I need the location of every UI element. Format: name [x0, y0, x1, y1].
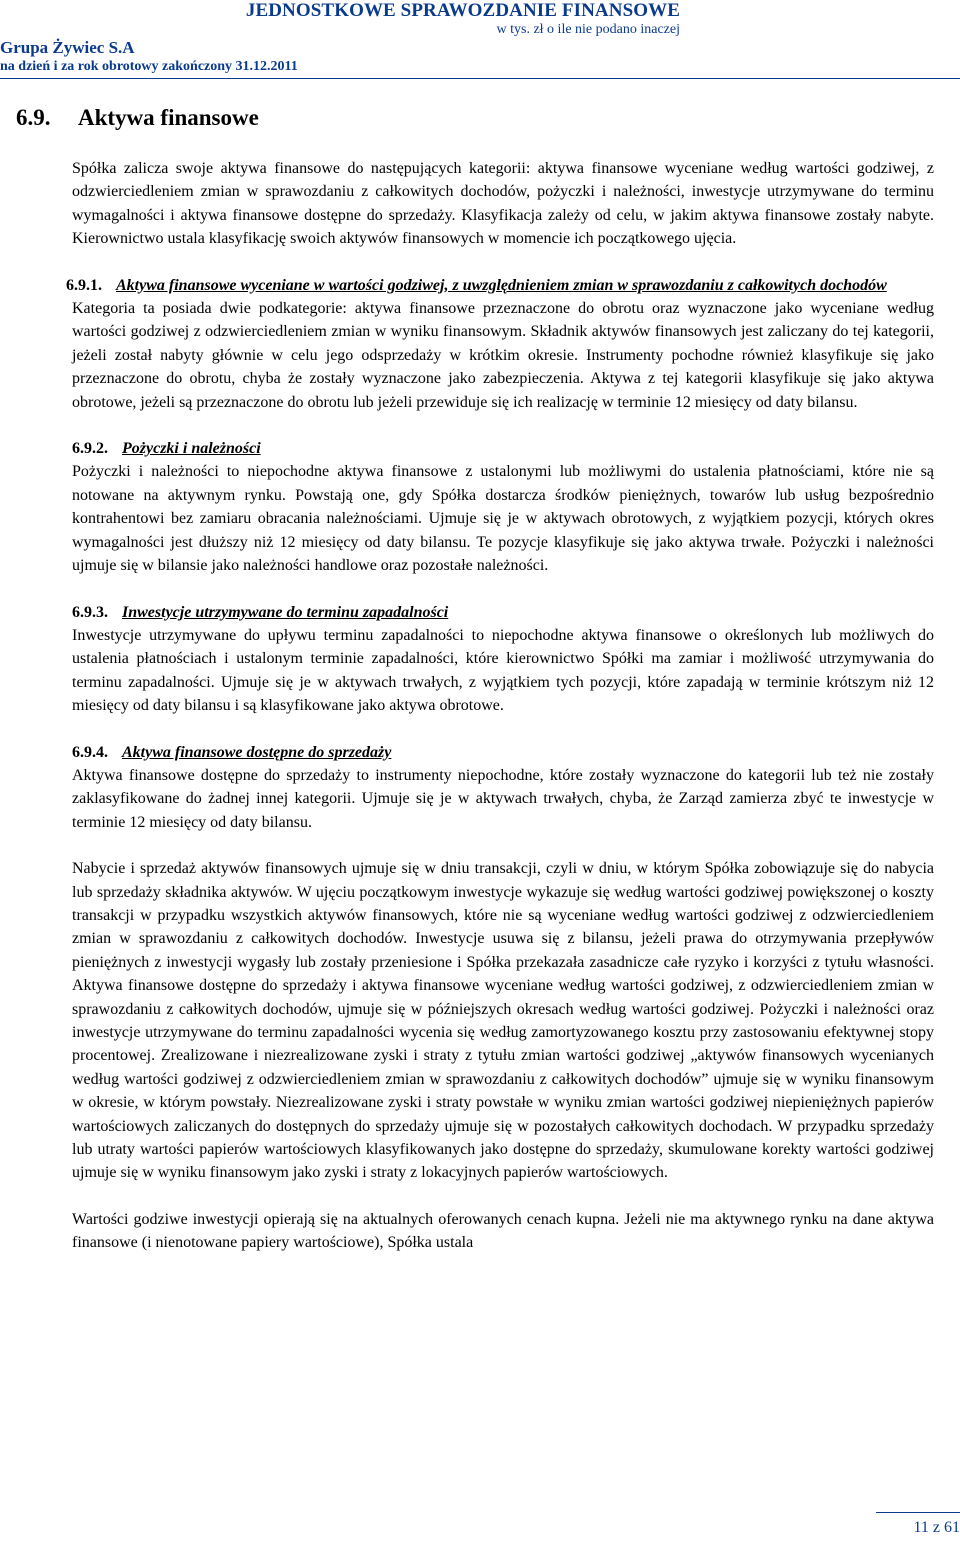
subsection-heading-2: [72, 437, 934, 460]
reporting-period: na dzień i za rok obrotowy zakończony 31.12.2011: [0, 59, 298, 74]
intro-paragraph: Spółka zalicza swoje aktywa finansowe do następujących kategorii: aktywa finansowe wyceniane według wartości godziwej, z odzwierciedleniem zmian w sprawozdaniu z całkowitych dochodów, pożyczki i należności, inwestycje utrzymywane do terminu wymagalności i aktywa finansowe dostępne do sprzedaży. Klasyfikacja zależy od celu, w jakim aktywa finansowe zostały nabyte. Kierownictwo ustala klasyfikację swoich aktywów finansowych w momencie ich początkowego ujęcia.: [72, 160, 934, 248]
recognition-paragraph: Nabycie i sprzedaż aktywów finansowych ujmuje się w dniu transakcji, czyli w dniu, w którym Spółka zobowiązuje się do nabycia lub sprzedaży składnika aktywów. W ujęciu początkowym inwestycje wykazuje się według wartości godziwej powiększonej o koszty transakcji w przypadku wszystkich aktywów finansowych, które nie są wyceniane według wartości godziwej z odzwierciedleniem zmian w sprawozdaniu z całkowitych dochodów. Inwestycje usuwa się z bilansu, jeżeli prawa do otrzymywania przepływów pieniężnych z inwestycji wygasły lub zostały przeniesione i Spółka przekazała zasadnicze całe ryzyko i korzyści z tytułu własności. Aktywa finansowe dostępne do sprzedaży i aktywa finansowe wyceniane według wartości godziwej, z odzwierciedleniem zmian w sprawozdaniu z całkowitych dochodów, ujmuje się w późniejszych okresach według wartości godziwej. Pożyczki i należności oraz inwestycje utrzymywane do terminu zapadalności wycenia się według zamortyzowanego kosztu przy zastosowaniu efektywnej stopy procentowej. Zrealizowane i niezrealizowane zyski i straty z tytułu zmian wartości godziwej „aktywów finansowych wycenianych według wartości godziwej z odzwierciedleniem zmian w sprawozdaniu z całkowitych dochodów” ujmuje się w wyniku finansowym w okresie, w którym powstały. Niezrealizowane zyski i straty powstałe w wyniku zmian wartości godziwej niepieniężnych papierów wartościowych zaliczanych do dostępnych do sprzedaży ujmuje się w pozostałych całkowitych dochodach. W przypadku sprzedaży lub utraty wartości papierów wartościowych klasyfikowanych jako dostępne do sprzedaży, skumulowane korekty wartości godziwej ujmuje się w wyniku finansowym jako zyski i straty z lokacyjnych papierów wartościowych.: [72, 860, 934, 1182]
subsection-paragraph-3: Inwestycje utrzymywane do upływu terminu zapadalności to niepochodne aktywa finansowe o określonych lub możliwych do ustalenia płatnościach i ustalonym terminie zapadalności, które kierownictwo Spółki ma zamiar i możliwość utrzymywania do terminu zapadalności. Ujmuje się je w aktywach trwałych, z wyjątkiem tych pozycji, które zapadają w terminie krótszym niż 12 miesięcy od daty bilansu i są klasyfikowane jako aktywa obrotowe.: [72, 626, 934, 715]
subsection-paragraph-2: Pożyczki i należności to niepochodne aktywa finansowe z ustalonymi lub możliwymi do ustalenia płatnościami, które nie są notowane na aktywnym rynku. Powstają one, gdy Spółka dostarcza środków pieniężnych, towarów lub usług bezpośrednio kontrahentowi bez zamiaru obracania należnościami. Ujmuje się je w aktywach obrotowych, z wyjątkiem pozycji, których okres wymagalności jest dłuższy niż 12 miesięcy od daty bilansu. Te pozycje klasyfikuje się jako aktywa trwałe. Pożyczki i należności ujmuje się w bilansie jako należności handlowe oraz pozostałe należności.: [72, 463, 934, 575]
fair-value-paragraph: Wartości godziwe inwestycji opierają się na aktualnych oferowanych cenach kupna. Jeżeli nie ma aktywnego rynku na dane aktywa finansowe (i nienotowane papiery wartościowe), Spółka ustala: [72, 1210, 934, 1252]
subsection-heading-4: [72, 741, 934, 764]
currency-note: w tys. zł o ile nie podano inaczej: [496, 22, 680, 37]
header-divider: [0, 78, 960, 79]
section-number: 6.9.: [16, 105, 51, 130]
subsection-title: Inwestycje utrzymywane do terminu zapadalności: [122, 603, 449, 621]
subsection-number: 6.9.4.: [72, 743, 108, 761]
company-block: [0, 38, 298, 76]
subsection-paragraph-4: Aktywa finansowe dostępne do sprzedaży to instrumenty niepochodne, które zostały wyznaczone do kategorii lub też nie zostały zaklasyfikowane do żadnej innej kategorii. Ujmuje się je w aktywach trwałych, chyba, że Zarząd zamierza zbyć te inwestycje w terminie 12 miesięcy od daty bilansu.: [72, 766, 934, 831]
subsection-heading-1: [66, 274, 934, 297]
subsection-paragraph-1: Kategoria ta posiada dwie podkategorie: aktywa finansowe przeznaczone do obrotu oraz wyznaczone jako wyceniane według wartości godziwej z odzwierciedleniem zmian w wyniku finansowym. Składnik aktywów finansowych jest zaliczany do tej kategorii, jeżeli został nabyty głównie w celu jego odsprzedaży w krótkim okresie. Instrumenty pochodne również klasyfikuje się jako przeznaczone do obrotu, chyba że zostały wyznaczone jako zabezpieczenia. Aktywa z tej kategorii klasyfikuje się jako aktywa obrotowe, jeżeli są przeznaczone do obrotu lub jeżeli przewiduje się ich realizację w terminie 12 miesięcy od daty bilansu.: [72, 300, 934, 411]
company-name: Grupa Żywiec S.A: [0, 38, 135, 57]
subsection-number: 6.9.1.: [66, 276, 102, 294]
page-number: 11 z 61: [913, 1519, 960, 1536]
document-title: JEDNOSTKOWE SPRAWOZDANIE FINANSOWE: [245, 0, 680, 21]
page-footer: [876, 1512, 960, 1549]
subsection-title: Aktywa finansowe dostępne do sprzedaży: [122, 743, 392, 761]
subsection-heading-3: [72, 601, 934, 624]
subsection-number: 6.9.3.: [72, 603, 108, 621]
subsection-number: 6.9.2.: [72, 440, 108, 458]
section-heading: [16, 103, 878, 133]
report-header: [246, 0, 680, 38]
subsection-title: Aktywa finansowe wyceniane w wartości godziwej, z uwzględnieniem zmian w sprawozdaniu z całkowitych dochodów: [116, 276, 887, 294]
document-body: [16, 103, 934, 1255]
subsection-title: Pożyczki i należności: [122, 440, 261, 458]
section-title: Aktywa finansowe: [78, 105, 259, 130]
